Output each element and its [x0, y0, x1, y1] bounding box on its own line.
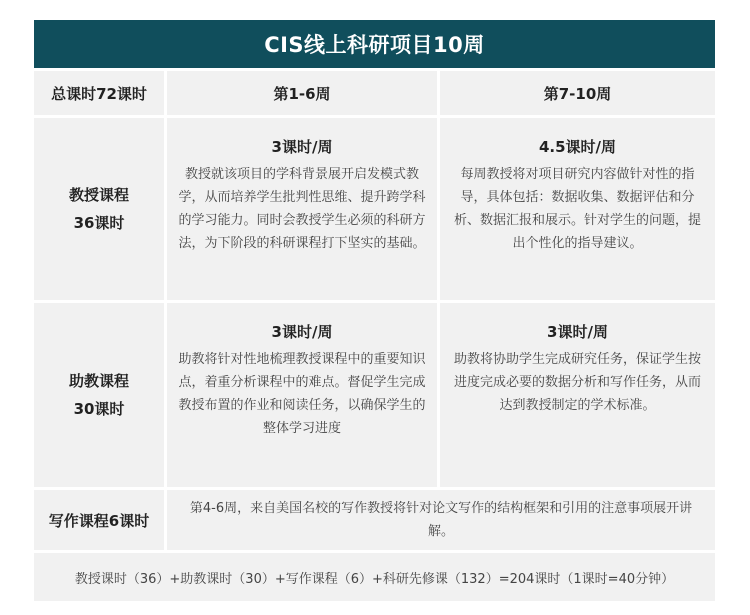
assistant-course-name: 助教课程	[68, 372, 129, 390]
professor-week7-10-rate: 4.5课时/周	[538, 138, 617, 156]
assistant-week7-10-text: 助教将协助学生完成研究任务，保证学生按进度完成必要的数据分析和写作任务，从而达到教授制定的学术标准。	[453, 352, 701, 413]
assistant-week7-10-cell	[440, 303, 715, 487]
week1-6-header: 第1-6周	[167, 71, 437, 115]
total-hours-header: 总课时72课时	[34, 71, 164, 115]
assistant-week7-10-rate: 3课时/周	[547, 323, 608, 341]
assistant-course-hours: 30课时	[73, 400, 125, 418]
assistant-week1-6-rate: 3课时/周	[271, 323, 333, 341]
professor-week7-10-text: 每周教授将对项目研究内容做针对性的指导，具体包括：数据收集、数据评估和分析、数据汇报和展示。针对学生的问题，提出个性化的指导建议。	[453, 167, 701, 251]
assistant-week1-6-text: 助教将针对性地梳理教授课程中的重要知识点，着重分析课程中的难点。督促学生完成教授布置的作业和阅读任务，以确保学生的整体学习进度	[178, 352, 426, 436]
professor-course-name: 教授课程	[68, 186, 129, 204]
writing-course-text: 第4-6周，来自美国名校的写作教授将针对论文写作的结构框架和引用的注意事项展开讲解。	[167, 490, 715, 550]
writing-course-label: 写作课程6课时	[34, 490, 164, 550]
professor-week1-6-cell	[167, 118, 437, 300]
professor-course-label	[34, 118, 164, 300]
schedule-table	[34, 20, 715, 601]
professor-course-hours: 36课时	[73, 214, 125, 232]
table-grid	[34, 71, 715, 601]
total-formula: 教授课时（36）+助教课时（30）+写作课程（6）+科研先修课（132）=204课时（1课时=40分钟）	[34, 553, 715, 601]
professor-week1-6-rate: 3课时/周	[271, 138, 333, 156]
professor-week7-10-cell	[440, 118, 715, 300]
week7-10-header: 第7-10周	[440, 71, 715, 115]
table-title: CIS线上科研项目10周	[34, 20, 715, 68]
assistant-course-label	[34, 303, 164, 487]
assistant-week1-6-cell	[167, 303, 437, 487]
professor-week1-6-text: 教授就该项目的学科背景展开启发模式教学，从而培养学生批判性思维、提升跨学科的学习能力。同时会教授学生必须的科研方法，为下阶段的科研课程打下坚实的基础。	[178, 167, 426, 251]
